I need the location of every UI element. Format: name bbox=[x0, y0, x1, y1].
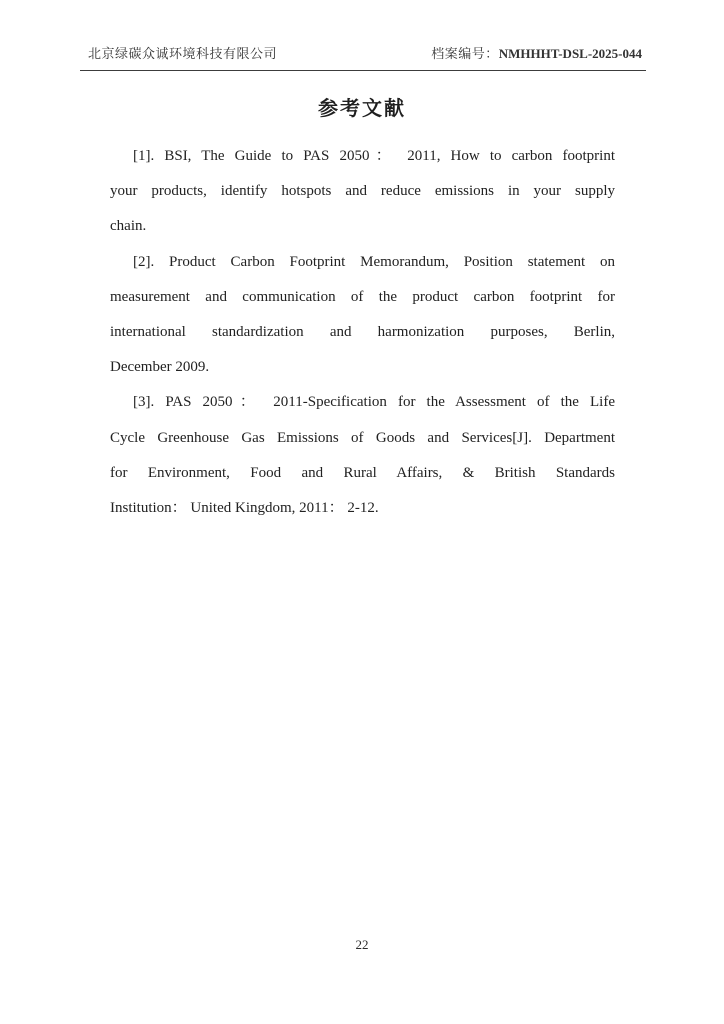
header-doc-number: NMHHHT-DSL-2025-044 bbox=[498, 46, 642, 61]
header-company-name: 北京绿碳众诚环境科技有限公司 bbox=[88, 46, 278, 61]
reference-line: [2]. Product Carbon Footprint Memorandum, Position statement on bbox=[133, 253, 615, 270]
header-row bbox=[88, 43, 642, 62]
references-list bbox=[110, 139, 615, 526]
reference-line: international standardization and harmonization purposes, Berlin, bbox=[110, 323, 615, 340]
reference-line: December 2009. bbox=[110, 359, 210, 376]
page-number: 22 bbox=[355, 937, 369, 952]
header-doc-id bbox=[431, 43, 642, 62]
reference-line: [3]. PAS 2050： 2011-Specification for the Assessment of the Life bbox=[133, 394, 615, 411]
reference-line: your products, identify hotspots and reduce emissions in your supply bbox=[110, 183, 615, 200]
page-title: 参考文献 bbox=[318, 98, 406, 120]
reference-line: measurement and communication of the product carbon footprint for bbox=[110, 288, 615, 305]
reference-line: chain. bbox=[110, 218, 147, 235]
reference-line: [1]. BSI, The Guide to PAS 2050： 2011, How to carbon footprint bbox=[133, 148, 615, 164]
reference-line: Institution： United Kingdom, 2011： 2-12. bbox=[110, 499, 379, 516]
header-doc-label: 档案编号： bbox=[431, 46, 499, 61]
reference-line: for Environment, Food and Rural Affairs, & British Standards bbox=[110, 464, 615, 481]
reference-line: Cycle Greenhouse Gas Emissions of Goods and Services[J]. Department bbox=[110, 429, 615, 446]
page-header bbox=[80, 43, 646, 71]
